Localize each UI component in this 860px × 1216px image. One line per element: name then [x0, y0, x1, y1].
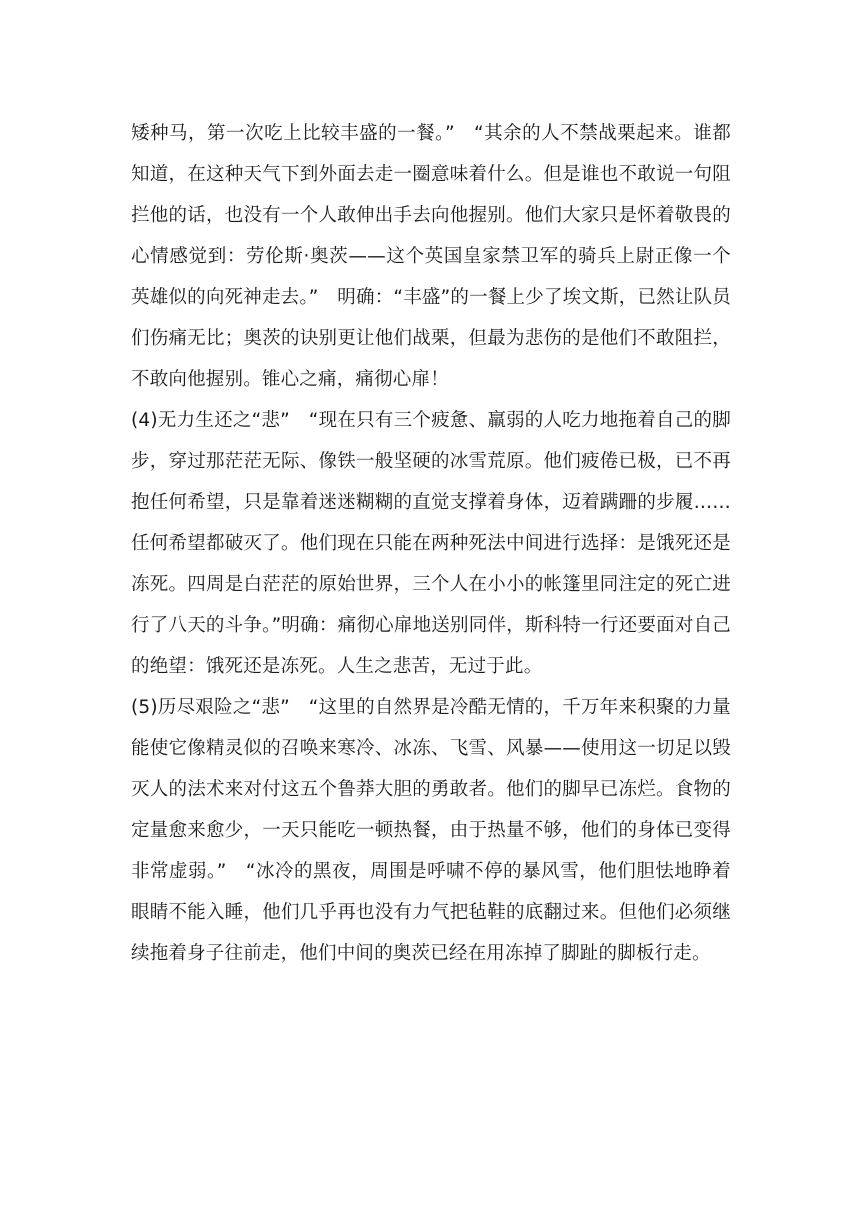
- paragraph-helpless-survival: (4)无力生还之“悲” “现在只有三个疲惫、羸弱的人吃力地拖着自己的脚步，穿过那茫茫无际、像铁一般坚硬的冰雪荒原。他们疲倦已极，已不再抱任何希望，只是靠着迷迷糊糊的直觉支撑着身体，迈着蹒跚的步履……任何希望都破灭了。他们现在只能在两种死法中间进行选择：是饿死还是冻死。四周是白茫茫的原始世界，三个人在小小的帐篷里同注定的死亡进行了八天的斗争。”明确：痛彻心扉地送别同伴，斯科特一行还要面对自己的绝望：饿死还是冻死。人生之悲苦，无过于此。: [131, 410, 731, 677]
- body-text: [131, 113, 731, 974]
- paragraph-oates-farewell: 矮种马，第一次吃上比较丰盛的一餐。” “其余的人不禁战栗起来。谁都知道，在这种天气下到外面去走一圈意味着什么。但是谁也不敢说一句阻拦他的话，也没有一个人敢伸出手去向他握别。他们大家只是怀着敬畏的心情感觉到：劳伦斯·奥茨——这个英国皇家禁卫军的骑兵上尉正像一个英雄似的向死神走去。” 明确：“丰盛”的一餐上少了埃文斯，已然让队员们伤痛无比；奥茨的诀别更让他们战栗，但最为悲伤的是他们不敢阻拦，不敢向他握别。锥心之痛，痛彻心扉！: [131, 123, 731, 390]
- paragraph-hardships: (5)历尽艰险之“悲” “这里的自然界是冷酷无情的，千万年来积聚的力量能使它像精灵似的召唤来寒冷、冰冻、飞雪、风暴——使用这一切足以毁灭人的法术来对付这五个鲁莽大胆的勇敢者。他们的脚早已冻烂。食物的定量愈来愈少，一天只能吃一顿热餐，由于热量不够，他们的身体已变得非常虚弱。” “冰冷的黑夜，周围是呼啸不停的暴风雪，他们胆怯地睁着眼睛不能入睡，他们几乎再也没有力气把毡鞋的底翻过来。但他们必须继续拖着身子往前走，他们中间的奥茨已经在用冻掉了脚趾的脚板行走。: [131, 697, 731, 964]
